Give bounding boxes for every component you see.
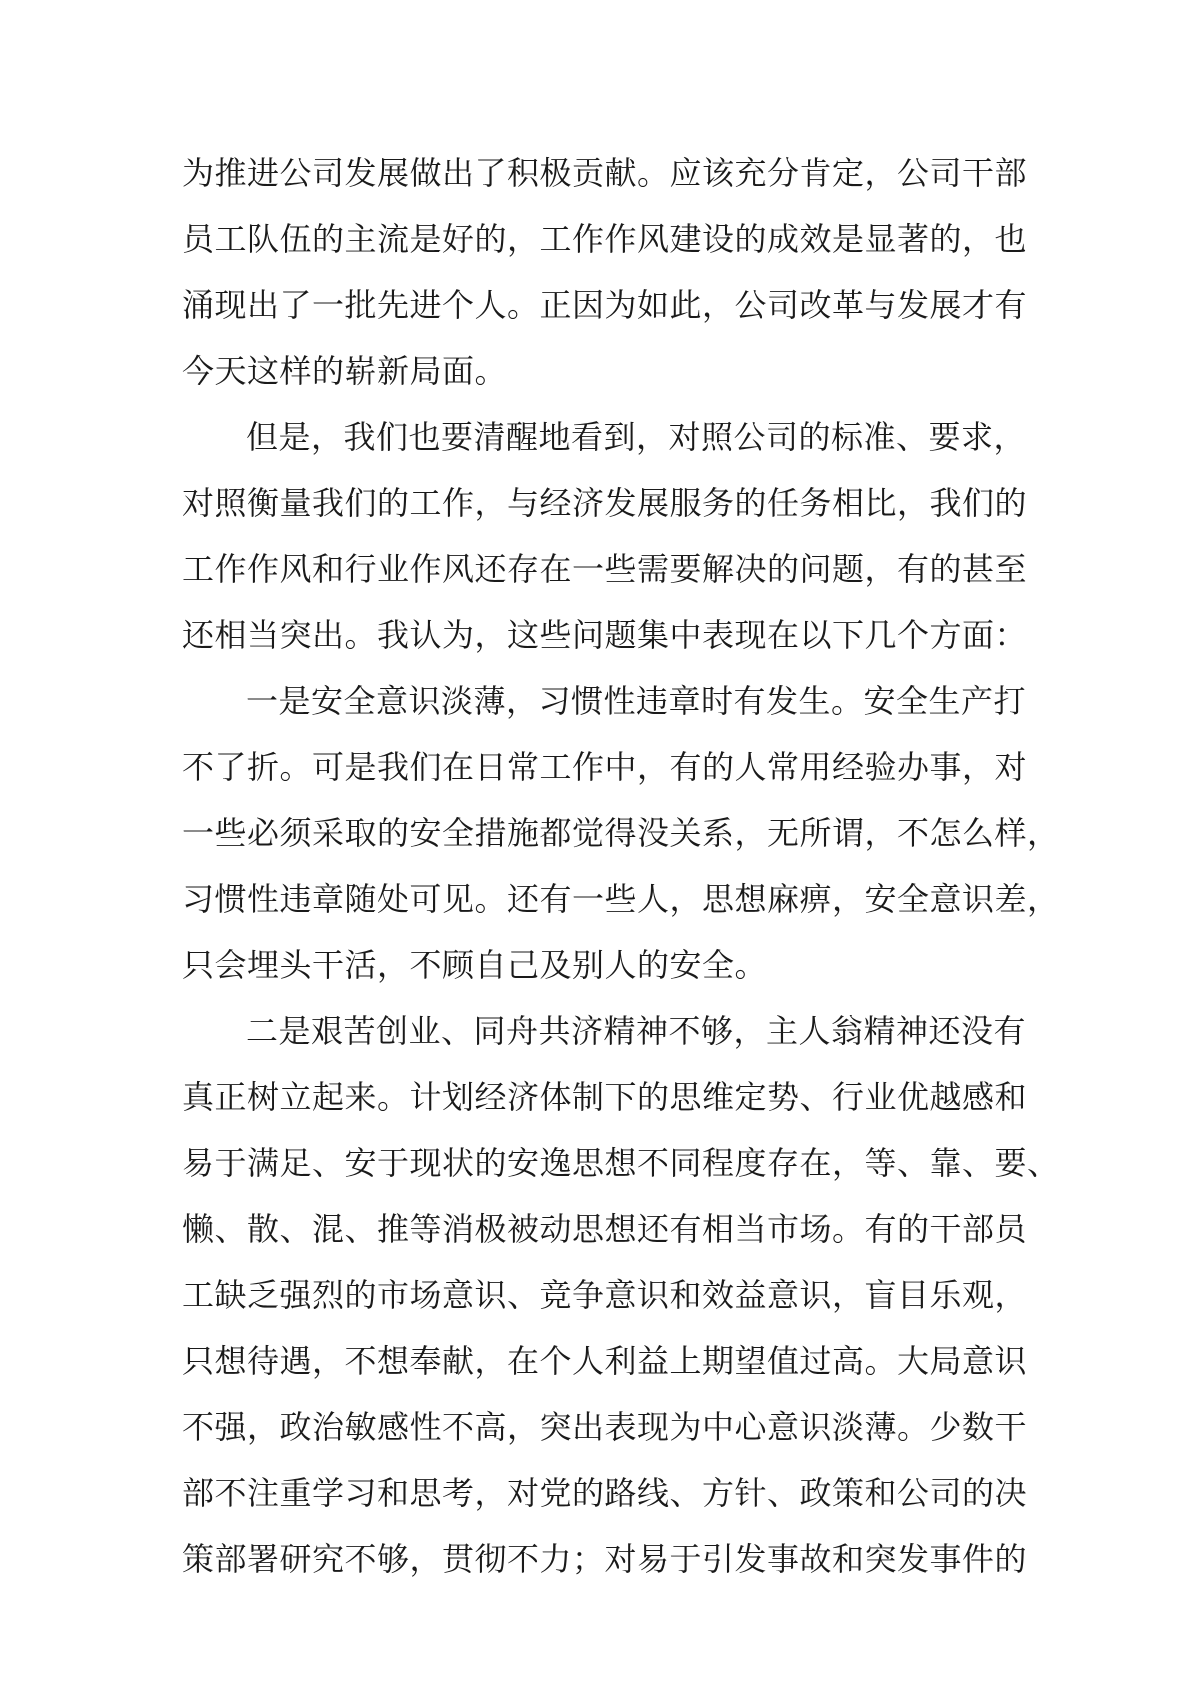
text-line: 易于满足、安于现状的安逸思想不同程度存在，等、靠、要、 bbox=[182, 1144, 1060, 1182]
text-line: 策部署研究不够，贯彻不力；对易于引发事故和突发事件的 bbox=[182, 1540, 1028, 1578]
paragraph-first-line: 一是安全意识淡薄，习惯性违章时有发生。安全生产打 bbox=[246, 682, 1027, 720]
text-line: 为推进公司发展做出了积极贡献。应该充分肯定，公司干部 bbox=[182, 154, 1028, 192]
text-line: 员工队伍的主流是好的，工作作风建设的成效是显著的，也 bbox=[182, 220, 1028, 258]
text-line: 习惯性违章随处可见。还有一些人，思想麻痹，安全意识差， bbox=[182, 880, 1060, 918]
document-body bbox=[182, 140, 1060, 1592]
text-line: 今天这样的崭新局面。 bbox=[182, 352, 508, 390]
text-line: 不了折。可是我们在日常工作中，有的人常用经验办事，对 bbox=[182, 748, 1028, 786]
text-line: 不强，政治敏感性不高，突出表现为中心意识淡薄。少数干 bbox=[182, 1408, 1028, 1446]
text-line: 一些必须采取的安全措施都觉得没关系，无所谓，不怎么样， bbox=[182, 814, 1060, 852]
paragraph-first-line: 但是，我们也要清醒地看到，对照公司的标准、要求， bbox=[246, 418, 1027, 456]
text-line: 还相当突出。我认为，这些问题集中表现在以下几个方面： bbox=[182, 616, 1028, 654]
text-line: 只想待遇，不想奉献，在个人利益上期望值过高。大局意识 bbox=[182, 1342, 1028, 1380]
text-line: 懒、散、混、推等消极被动思想还有相当市场。有的干部员 bbox=[182, 1210, 1028, 1248]
paragraph-first-line: 二是艰苦创业、同舟共济精神不够，主人翁精神还没有 bbox=[246, 1012, 1027, 1050]
text-line: 对照衡量我们的工作，与经济发展服务的任务相比，我们的 bbox=[182, 484, 1028, 522]
text-line: 工缺乏强烈的市场意识、竞争意识和效益意识，盲目乐观， bbox=[182, 1276, 1028, 1314]
text-line: 真正树立起来。计划经济体制下的思维定势、行业优越感和 bbox=[182, 1078, 1028, 1116]
text-line: 部不注重学习和思考，对党的路线、方针、政策和公司的决 bbox=[182, 1474, 1028, 1512]
text-line: 涌现出了一批先进个人。正因为如此，公司改革与发展才有 bbox=[182, 286, 1028, 324]
text-line: 只会埋头干活，不顾自己及别人的安全。 bbox=[182, 946, 768, 984]
text-line: 工作作风和行业作风还存在一些需要解决的问题，有的甚至 bbox=[182, 550, 1028, 588]
